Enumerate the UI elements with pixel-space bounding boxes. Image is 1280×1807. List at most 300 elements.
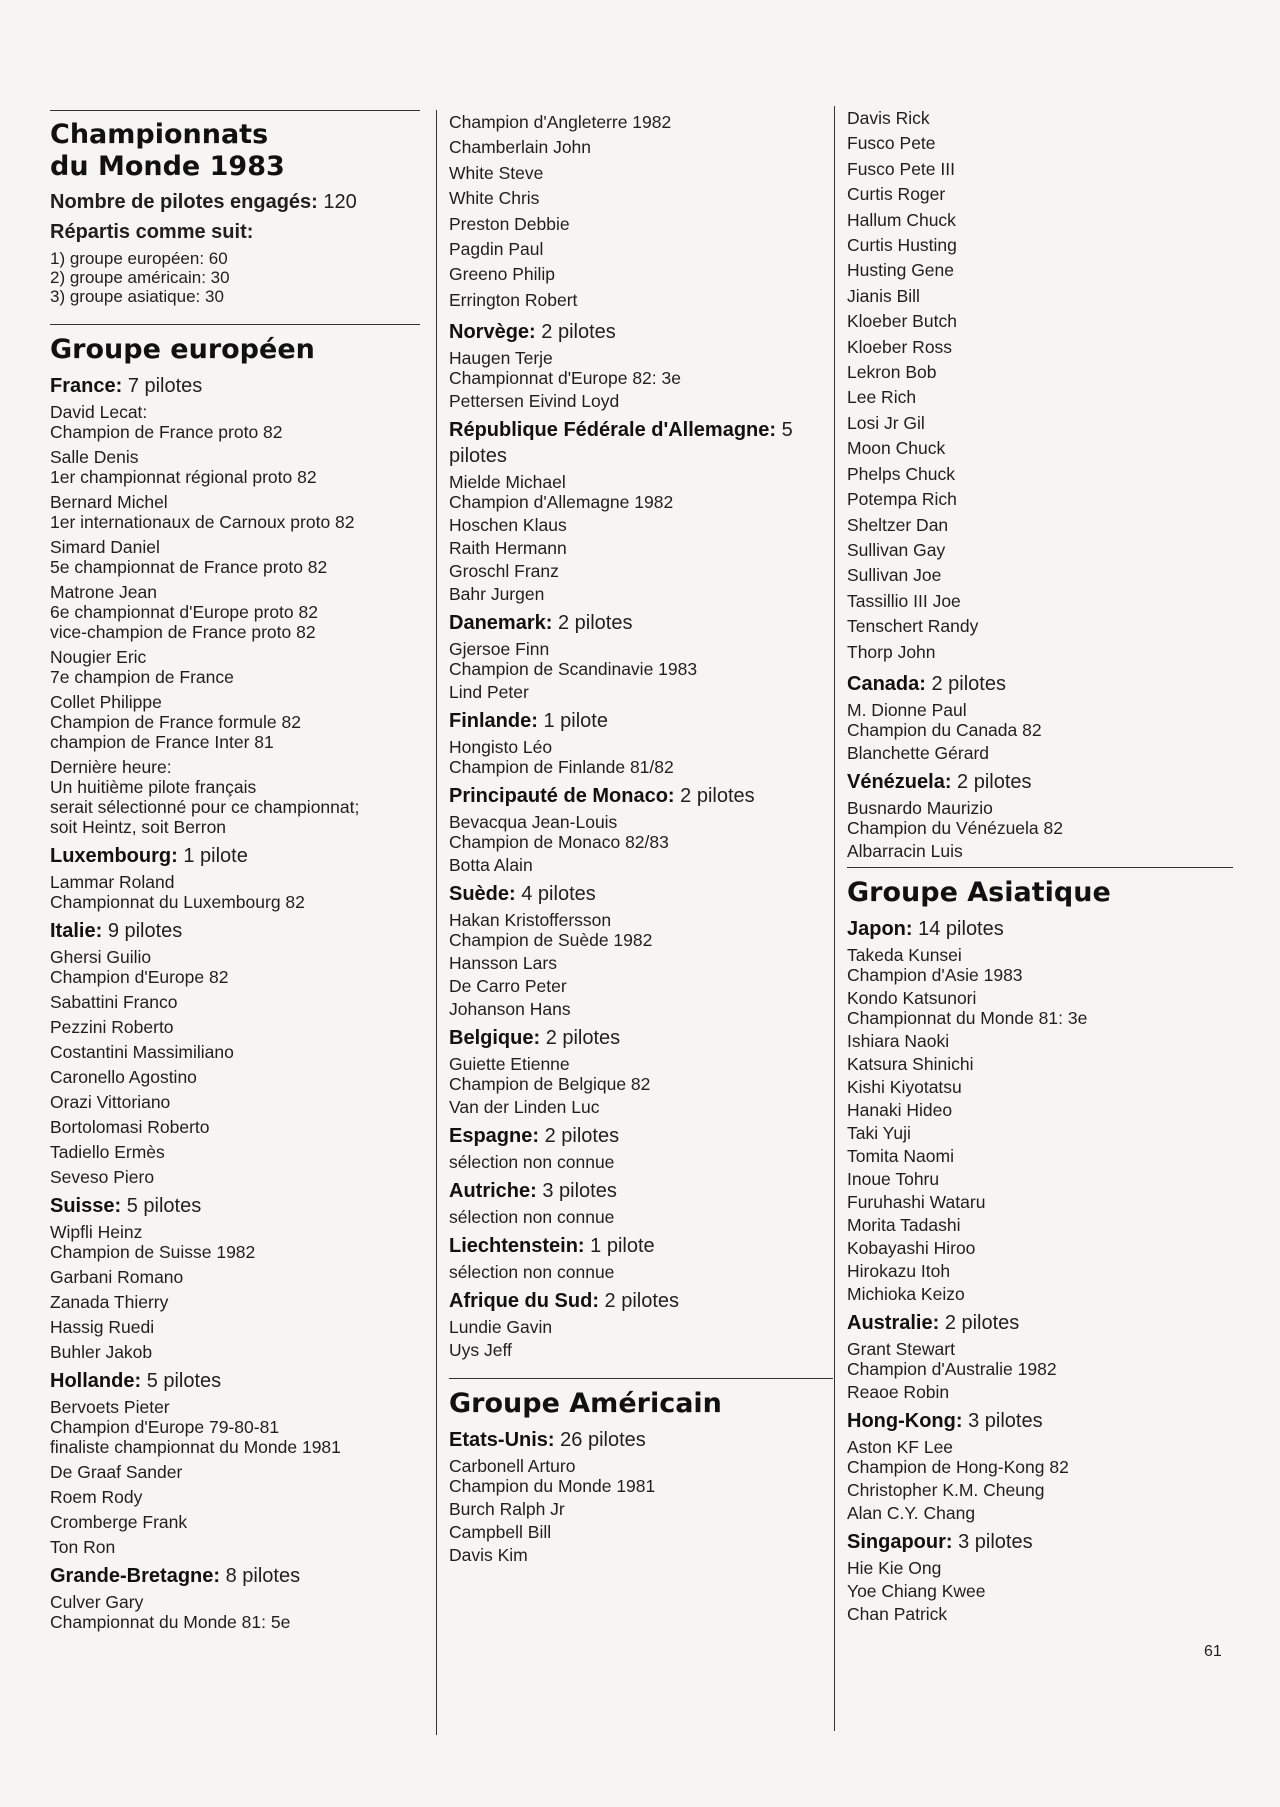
pilot-name: Fusco Pete bbox=[847, 133, 936, 154]
pilot-name: Tadiello Ermès bbox=[50, 1142, 165, 1162]
distribution-label: Répartis comme suit: bbox=[50, 221, 254, 243]
pilot-entry bbox=[449, 855, 833, 875]
pilot-name: Hongisto Léo bbox=[449, 737, 553, 758]
pilot-name: sélection non connue bbox=[449, 1207, 615, 1228]
pilot-count: 9 pilotes bbox=[107, 920, 183, 942]
pilot-note: Champion de Belgique 82 bbox=[449, 1074, 651, 1095]
pilot-entry bbox=[50, 1487, 420, 1507]
country-name: Principauté de Monaco: bbox=[449, 785, 675, 808]
pilot-note: Champion d'Allemagne 1982 bbox=[449, 492, 674, 513]
pilot-name: Sheltzer Dan bbox=[847, 514, 949, 535]
pilot-note: Championnat du Luxembourg 82 bbox=[50, 892, 305, 912]
pilot-entry bbox=[50, 1462, 420, 1482]
pilot-name: Kloeber Butch bbox=[847, 311, 957, 332]
pilot-note: soit Heintz, soit Berron bbox=[50, 817, 227, 837]
pilot-count: 3 pilotes bbox=[958, 1530, 1033, 1553]
pilot-name: Sullivan Joe bbox=[847, 565, 942, 586]
pilot-name: Lind Peter bbox=[449, 682, 529, 703]
pilot-entry bbox=[449, 1317, 833, 1337]
pilot-name: Botta Alain bbox=[449, 855, 533, 876]
pilot-entry bbox=[847, 1558, 1233, 1578]
country-heading bbox=[449, 881, 833, 907]
pilot-note: Championnat d'Europe 82: 3e bbox=[449, 368, 681, 389]
pilot-name: Guiette Etienne bbox=[449, 1054, 570, 1075]
pilot-entry bbox=[449, 348, 833, 388]
pilot-entry bbox=[50, 992, 420, 1012]
country-list bbox=[847, 671, 1233, 861]
group-title-america: Groupe Américain bbox=[449, 1388, 722, 1420]
pilot-entry bbox=[50, 447, 420, 487]
pilot-count: 2 pilotes bbox=[557, 612, 633, 635]
pilot-note: Champion de Hong-Kong 82 bbox=[847, 1456, 1069, 1477]
pilot-note: champion de France Inter 81 bbox=[50, 732, 274, 752]
pilot-name: White Steve bbox=[449, 162, 544, 183]
country-name: Hong-Kong: bbox=[847, 1409, 963, 1432]
pilot-entry bbox=[50, 647, 420, 687]
pilot-note: Champion de France proto 82 bbox=[50, 422, 283, 442]
pilot-name: Seveso Piero bbox=[50, 1167, 155, 1187]
pilot-name: Christopher K.M. Cheung bbox=[847, 1479, 1045, 1500]
pilot-name: Culver Gary bbox=[50, 1592, 144, 1612]
pilot-entry bbox=[449, 1340, 833, 1360]
pilot-name: Caronello Agostino bbox=[50, 1067, 197, 1087]
pilot-name: M. Dionne Paul bbox=[847, 699, 967, 720]
pilot-entry bbox=[449, 538, 833, 558]
country-heading bbox=[449, 1025, 833, 1051]
country-name: Canada: bbox=[847, 672, 926, 695]
pilot-count: 4 pilotes bbox=[521, 883, 596, 906]
pilot-name: Mielde Michael bbox=[449, 472, 566, 493]
pilot-note: 6e championnat d'Europe proto 82 bbox=[50, 602, 318, 622]
pilot-entry bbox=[50, 1017, 420, 1037]
country-name: Grande-Bretagne: bbox=[50, 1565, 221, 1587]
pilot-name: Curtis Husting bbox=[847, 235, 957, 256]
pilot-entry bbox=[847, 1054, 1233, 1074]
pilot-name: Potempa Rich bbox=[847, 489, 957, 510]
pilot-count: 2 pilotes bbox=[931, 672, 1006, 695]
pilot-name: Collet Philippe bbox=[50, 692, 162, 712]
country-heading bbox=[847, 1310, 1233, 1336]
pilot-entry bbox=[449, 1499, 833, 1519]
pilot-name: Takeda Kunsei bbox=[847, 944, 962, 965]
pilot-name: sélection non connue bbox=[449, 1152, 615, 1173]
pilot-count: 8 pilotes bbox=[225, 1565, 301, 1587]
country-name: Vénézuela: bbox=[847, 770, 952, 793]
pilot-entry bbox=[847, 988, 1233, 1028]
pilot-entry bbox=[449, 737, 833, 777]
pilot-count: 1 pilote bbox=[543, 710, 608, 733]
pilot-name: sélection non connue bbox=[449, 1262, 615, 1283]
pilot-note: Champion de Finlande 81/82 bbox=[449, 757, 674, 778]
pilot-name: Kishi Kiyotatsu bbox=[847, 1076, 962, 1097]
pilot-note: Champion de Scandinavie 1983 bbox=[449, 659, 698, 680]
pilot-name: Carbonell Arturo bbox=[449, 1456, 576, 1477]
pilot-entry bbox=[449, 682, 833, 702]
pilot-name: Champion d'Angleterre 1982 bbox=[449, 112, 672, 132]
pilot-name: Bahr Jurgen bbox=[449, 584, 545, 605]
pilot-name: Alan C.Y. Chang bbox=[847, 1502, 976, 1523]
pilot-name: Buhler Jakob bbox=[50, 1342, 153, 1362]
country-name: Etats-Unis: bbox=[449, 1429, 555, 1452]
group-title-asia: Groupe Asiatique bbox=[847, 876, 1111, 908]
pilot-entry bbox=[50, 402, 420, 442]
pilot-name: Kondo Katsunori bbox=[847, 987, 977, 1008]
country-name: Japon: bbox=[847, 917, 913, 940]
pilot-entry bbox=[50, 1317, 420, 1337]
pilot-entry bbox=[847, 1192, 1233, 1212]
pilot-note: Champion du Vénézuela 82 bbox=[847, 817, 1063, 838]
pilot-count: 2 pilotes bbox=[957, 770, 1032, 793]
divider bbox=[50, 110, 420, 111]
pilot-name: Busnardo Maurizio bbox=[847, 797, 993, 818]
pilot-count: 5 pilotes bbox=[126, 1195, 202, 1217]
pilot-count: 1 pilote bbox=[590, 1235, 655, 1258]
pilot-name: Morita Tadashi bbox=[847, 1214, 961, 1235]
pilot-entry bbox=[50, 1067, 420, 1087]
pilot-entry bbox=[50, 1512, 420, 1532]
pilot-entry bbox=[847, 1339, 1233, 1379]
pilot-entry bbox=[50, 1537, 420, 1557]
pilot-entry bbox=[847, 1261, 1233, 1281]
pilot-entry bbox=[50, 872, 420, 912]
pilot-entry bbox=[449, 472, 833, 512]
pilot-name: Albarracin Luis bbox=[847, 840, 963, 861]
pilot-entry bbox=[847, 1215, 1233, 1235]
pilot-name: Ishiara Naoki bbox=[847, 1030, 950, 1051]
country-name: Italie: bbox=[50, 920, 103, 942]
country-name: Afrique du Sud: bbox=[449, 1290, 599, 1313]
column-1 bbox=[50, 110, 420, 1637]
distribution-item: 1) groupe européen: 60 bbox=[50, 249, 228, 268]
pilot-name: De Carro Peter bbox=[449, 976, 567, 997]
pilot-entry bbox=[50, 537, 420, 577]
pilot-name: Orazi Vittoriano bbox=[50, 1092, 171, 1112]
pilot-name: Pagdin Paul bbox=[449, 239, 544, 260]
pilot-entry bbox=[50, 582, 420, 642]
pilot-entry bbox=[847, 945, 1233, 985]
pilot-name: Dernière heure: bbox=[50, 757, 172, 777]
distribution-item: 2) groupe américain: 30 bbox=[50, 268, 230, 287]
pilot-entry bbox=[449, 1152, 833, 1172]
pilot-name: Van der Linden Luc bbox=[449, 1097, 600, 1118]
pilot-note: Championnat du Monde 81: 3e bbox=[847, 1007, 1088, 1028]
pilot-entry bbox=[847, 1503, 1233, 1523]
pilot-name: Chamberlain John bbox=[449, 137, 592, 158]
pilot-entry bbox=[449, 1207, 833, 1227]
pilot-name: Pezzini Roberto bbox=[50, 1017, 174, 1037]
pilot-entry bbox=[50, 1592, 420, 1632]
country-heading bbox=[449, 1178, 833, 1204]
pilot-entry bbox=[449, 953, 833, 973]
pilot-name: Taki Yuji bbox=[847, 1122, 911, 1143]
pilot-name: Costantini Massimiliano bbox=[50, 1042, 234, 1062]
pilot-name: Garbani Romano bbox=[50, 1267, 184, 1287]
pilot-note: vice-champion de France proto 82 bbox=[50, 622, 316, 642]
pilot-name: Johanson Hans bbox=[449, 999, 571, 1020]
pilot-count: 3 pilotes bbox=[968, 1409, 1043, 1432]
pilot-entry bbox=[449, 1097, 833, 1117]
pilot-name: Groschl Franz bbox=[449, 561, 559, 582]
pilot-name: Inoue Tohru bbox=[847, 1168, 940, 1189]
pilot-entry bbox=[449, 561, 833, 581]
pilot-name: Pettersen Eivind Loyd bbox=[449, 391, 620, 412]
pilot-note: 5e championnat de France proto 82 bbox=[50, 557, 328, 577]
country-heading bbox=[449, 610, 833, 636]
country-name: Finlande: bbox=[449, 710, 538, 733]
pilot-entry bbox=[449, 1456, 833, 1496]
pilot-note: Champion de Monaco 82/83 bbox=[449, 832, 669, 853]
pilot-note: 1er internationaux de Carnoux proto 82 bbox=[50, 512, 355, 532]
pilot-name: Sullivan Gay bbox=[847, 539, 946, 560]
pilot-name: Simard Daniel bbox=[50, 537, 160, 557]
pilot-name: Bervoets Pieter bbox=[50, 1397, 170, 1417]
pilot-name: Bernard Michel bbox=[50, 492, 168, 512]
pilot-note: Champion d'Australie 1982 bbox=[847, 1358, 1057, 1379]
country-heading bbox=[847, 671, 1233, 697]
country-heading bbox=[847, 769, 1233, 795]
pilot-count: 2 pilotes bbox=[680, 785, 755, 808]
pilot-name: Cromberge Frank bbox=[50, 1512, 188, 1532]
pilot-entry bbox=[847, 798, 1233, 838]
pilot-name: Curtis Roger bbox=[847, 184, 946, 205]
pilot-entry bbox=[847, 1480, 1233, 1500]
pilot-count: 2 pilotes bbox=[944, 1311, 1020, 1334]
pilot-entry bbox=[847, 1146, 1233, 1166]
country-name: Hollande: bbox=[50, 1370, 142, 1392]
pilot-name: Hanaki Hideo bbox=[847, 1099, 953, 1120]
country-list bbox=[449, 1427, 833, 1565]
pilot-name: Raith Hermann bbox=[449, 538, 567, 559]
pilot-name: Lammar Roland bbox=[50, 872, 175, 892]
pilot-entry bbox=[50, 1267, 420, 1287]
title-line-1: Championnats bbox=[50, 119, 269, 150]
pilot-name: Gjersoe Finn bbox=[449, 639, 550, 660]
pilot-name: De Graaf Sander bbox=[50, 1462, 183, 1482]
pilot-name: Preston Debbie bbox=[449, 213, 570, 234]
country-heading bbox=[449, 319, 833, 345]
country-heading bbox=[449, 1123, 833, 1149]
pilot-entry bbox=[449, 1522, 833, 1542]
country-heading bbox=[449, 1288, 833, 1314]
pilot-entry bbox=[847, 1031, 1233, 1051]
pilot-entry bbox=[449, 639, 833, 679]
pilot-name: Nougier Eric bbox=[50, 647, 147, 667]
pilot-entry bbox=[847, 1100, 1233, 1120]
pilot-name: Lee Rich bbox=[847, 387, 917, 408]
pilot-count: 26 pilotes bbox=[560, 1429, 646, 1452]
pilot-entry bbox=[50, 1117, 420, 1137]
pilot-entry bbox=[50, 1142, 420, 1162]
country-heading bbox=[449, 417, 833, 469]
pilot-entry bbox=[449, 1262, 833, 1282]
country-heading bbox=[449, 783, 833, 809]
pilot-entry bbox=[449, 910, 833, 950]
pilot-name: Katsura Shinichi bbox=[847, 1053, 974, 1074]
pilot-entry bbox=[50, 947, 420, 987]
continued-list bbox=[449, 110, 833, 313]
pilot-name: Davis Rick bbox=[847, 108, 930, 128]
group-title-europe: Groupe européen bbox=[50, 334, 315, 365]
pilot-name: Zanada Thierry bbox=[50, 1292, 169, 1312]
pilot-note: Champion de Suisse 1982 bbox=[50, 1242, 256, 1262]
country-name: Belgique: bbox=[449, 1027, 541, 1050]
pilot-name: Bevacqua Jean-Louis bbox=[449, 812, 618, 833]
country-list bbox=[847, 916, 1233, 1624]
pilot-name: Yoe Chiang Kwee bbox=[847, 1580, 986, 1601]
country-heading bbox=[449, 708, 833, 734]
distribution-heading bbox=[50, 219, 420, 245]
pilot-name: Hirokazu Itoh bbox=[847, 1260, 951, 1281]
distribution-item: 3) groupe asiatique: 30 bbox=[50, 287, 224, 306]
pilot-count: 5 pilotes bbox=[146, 1370, 222, 1392]
engaged-value: 120 bbox=[323, 191, 357, 213]
pilot-count: 1 pilote bbox=[183, 845, 248, 867]
pilot-name: Haugen Terje bbox=[449, 348, 553, 369]
pilot-count: 3 pilotes bbox=[542, 1180, 617, 1203]
column-3 bbox=[834, 106, 1233, 1731]
pilot-entry bbox=[847, 1284, 1233, 1304]
pilot-name: Hakan Kristoffersson bbox=[449, 910, 612, 931]
pilot-count: 2 pilotes bbox=[541, 321, 616, 344]
country-list bbox=[449, 319, 833, 1360]
continued-list bbox=[847, 106, 1233, 665]
pilot-entry bbox=[50, 1222, 420, 1262]
pilot-entry bbox=[50, 492, 420, 532]
pilot-entry bbox=[449, 999, 833, 1019]
pilot-note: Champion de Suède 1982 bbox=[449, 930, 653, 951]
pilot-entry bbox=[50, 1092, 420, 1112]
column-2 bbox=[436, 110, 833, 1735]
pilot-name: Furuhashi Wataru bbox=[847, 1191, 986, 1212]
pilot-entry bbox=[449, 391, 833, 411]
pilot-entry bbox=[50, 757, 420, 837]
country-name: Suède: bbox=[449, 883, 516, 906]
pilot-name: Ton Ron bbox=[50, 1537, 116, 1557]
pilot-name: Hie Kie Ong bbox=[847, 1557, 942, 1578]
pilot-name: Aston KF Lee bbox=[847, 1436, 954, 1457]
pilot-name: Fusco Pete III bbox=[847, 158, 955, 179]
pilot-entry bbox=[847, 1123, 1233, 1143]
pilot-entry bbox=[449, 584, 833, 604]
pilot-entry bbox=[449, 1545, 833, 1565]
pilot-name: Michioka Keizo bbox=[847, 1283, 965, 1304]
pilot-note: Champion d'Europe 82 bbox=[50, 967, 229, 987]
pilot-entry bbox=[847, 1238, 1233, 1258]
page-number: 61 bbox=[1204, 1643, 1222, 1660]
pilot-name: Grant Stewart bbox=[847, 1338, 955, 1359]
pilot-note: finaliste championnat du Monde 1981 bbox=[50, 1437, 341, 1457]
divider bbox=[50, 324, 420, 325]
title-line-2: du Monde 1983 bbox=[50, 151, 285, 182]
pilot-count: 5 pilotes bbox=[449, 419, 793, 468]
engaged-label: Nombre de pilotes engagés: bbox=[50, 191, 318, 213]
pilot-name: Kloeber Ross bbox=[847, 336, 953, 357]
country-name: France: bbox=[50, 375, 123, 397]
pilot-note: Champion de France formule 82 bbox=[50, 712, 301, 732]
pilot-name: Greeno Philip bbox=[449, 264, 556, 285]
country-name: Singapour: bbox=[847, 1530, 953, 1553]
pilot-note: Championnat du Monde 81: 5e bbox=[50, 1612, 291, 1632]
distribution-list bbox=[50, 249, 420, 306]
country-heading bbox=[50, 1193, 420, 1219]
pilot-name: Salle Denis bbox=[50, 447, 139, 467]
pilot-entry bbox=[449, 1054, 833, 1094]
pilot-entry bbox=[847, 1437, 1233, 1477]
country-heading bbox=[50, 843, 420, 869]
country-name: Espagne: bbox=[449, 1125, 540, 1148]
pilot-name: Lekron Bob bbox=[847, 362, 937, 383]
pilot-entry bbox=[50, 1292, 420, 1312]
pilot-name: Wipfli Heinz bbox=[50, 1222, 143, 1242]
pilot-name: Sabattini Franco bbox=[50, 992, 178, 1012]
pilot-entry bbox=[847, 1581, 1233, 1601]
country-heading bbox=[449, 1427, 833, 1453]
pilot-name: Ghersi Guilio bbox=[50, 947, 152, 967]
pilot-name: Davis Kim bbox=[449, 1545, 528, 1566]
pilot-name: Errington Robert bbox=[449, 289, 578, 310]
pilot-name: Lundie Gavin bbox=[449, 1317, 553, 1338]
pilot-note: 7e champion de France bbox=[50, 667, 234, 687]
pilot-note: serait sélectionné pour ce championnat; bbox=[50, 797, 360, 817]
pilot-entry bbox=[50, 1397, 420, 1457]
pilot-note: Champion du Canada 82 bbox=[847, 719, 1042, 740]
country-name: Danemark: bbox=[449, 612, 553, 635]
country-heading bbox=[50, 1563, 420, 1589]
pilot-entry bbox=[847, 1077, 1233, 1097]
pilot-name: Uys Jeff bbox=[449, 1340, 512, 1361]
country-heading bbox=[847, 1529, 1233, 1555]
pilot-name: Tenschert Randy bbox=[847, 616, 979, 637]
country-heading bbox=[449, 1233, 833, 1259]
pilot-count: 2 pilotes bbox=[545, 1027, 621, 1050]
pilot-entry bbox=[50, 1167, 420, 1187]
pilot-entry bbox=[50, 1342, 420, 1362]
pilot-name: Bortolomasi Roberto bbox=[50, 1117, 210, 1137]
pilot-entry bbox=[847, 1382, 1233, 1402]
country-name: Liechtenstein: bbox=[449, 1235, 585, 1258]
pilot-count: 14 pilotes bbox=[918, 917, 1004, 940]
pilot-name: Kobayashi Hiroo bbox=[847, 1237, 976, 1258]
pilot-note: Un huitième pilote français bbox=[50, 777, 257, 797]
country-heading bbox=[50, 918, 420, 944]
pilot-name: White Chris bbox=[449, 188, 540, 209]
engaged-line bbox=[50, 189, 420, 215]
pilot-count: 2 pilotes bbox=[604, 1290, 680, 1313]
country-name: Luxembourg: bbox=[50, 845, 178, 867]
pilot-name: Hansson Lars bbox=[449, 953, 557, 974]
country-list bbox=[50, 373, 420, 1632]
pilot-name: Tomita Naomi bbox=[847, 1145, 954, 1166]
pilot-name: Phelps Chuck bbox=[847, 463, 955, 484]
pilot-count: 2 pilotes bbox=[544, 1125, 620, 1148]
divider bbox=[847, 867, 1233, 868]
pilot-entry bbox=[847, 1604, 1233, 1624]
pilot-entry bbox=[847, 841, 1233, 861]
pilot-name: Jianis Bill bbox=[847, 285, 920, 306]
pilot-name: Moon Chuck bbox=[847, 438, 946, 459]
pilot-name: Hassig Ruedi bbox=[50, 1317, 155, 1337]
pilot-name: Losi Jr Gil bbox=[847, 412, 925, 433]
pilot-entry bbox=[847, 700, 1233, 740]
pilot-entry bbox=[847, 1169, 1233, 1189]
country-heading bbox=[847, 1408, 1233, 1434]
country-name: Norvège: bbox=[449, 321, 536, 344]
pilot-name: David Lecat: bbox=[50, 402, 148, 422]
page-title bbox=[50, 119, 420, 183]
pilot-name: Matrone Jean bbox=[50, 582, 158, 602]
country-heading bbox=[50, 373, 420, 399]
pilot-name: Blanchette Gérard bbox=[847, 742, 990, 763]
